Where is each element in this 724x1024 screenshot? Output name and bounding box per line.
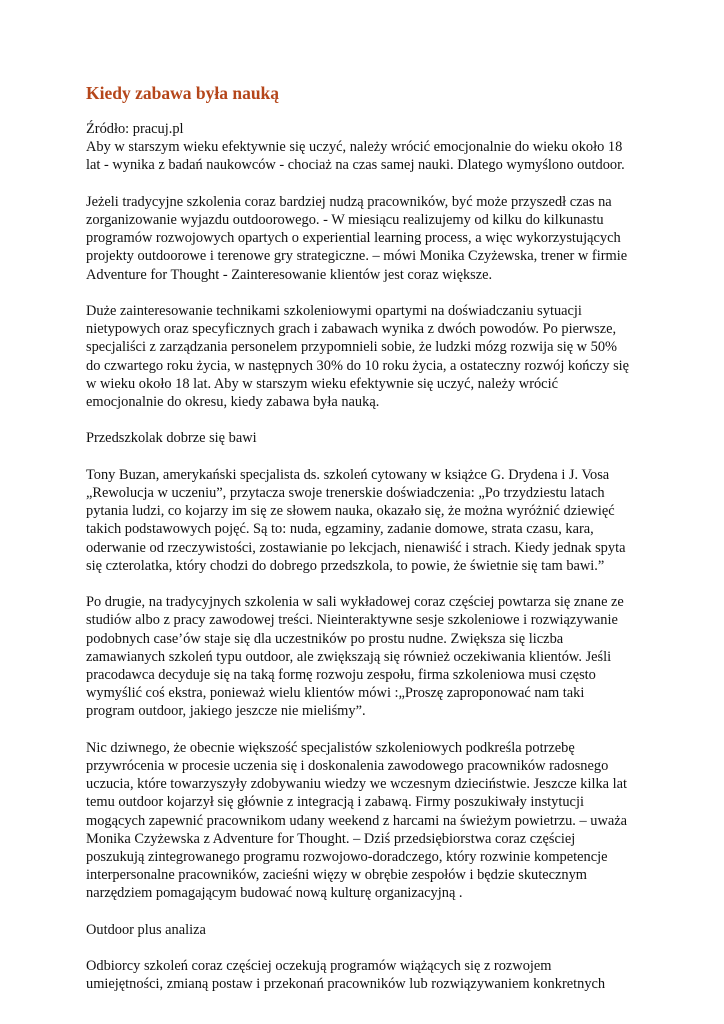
text-line: nietypowych oraz specyficznych grach i zabawach wynika z dwóch powodów. Po pierwsze,	[86, 321, 617, 338]
text-line: Źródło: pracuj.pl	[86, 121, 184, 137]
text-line: Adventure for Thought - Zainteresowanie klientów jest coraz większe.	[86, 266, 493, 283]
text-line: poszukują zintegrowanego programu rozwojowo-doradczego, który rozwinie kompetencje	[86, 849, 608, 866]
text-line: Po drugie, na tradycyjnych szkolenia w sali wykładowej coraz częściej powtarza się znane ze	[86, 594, 624, 611]
text-line: podobnych case’ów staje się dla uczestników po prostu nudne. Zwiększa się liczba	[86, 630, 564, 647]
text-line: uczucia, które towarzyszyły zdobywaniu wiedzy we wczesnym dzieciństwie. Jeszcze kilka lat	[86, 776, 628, 793]
paragraph	[86, 739, 654, 903]
text-line: do czwartego roku życia, w następnych 30% do 10 roku życia, a ostateczny rozwój kończy się	[86, 357, 630, 374]
paragraph	[86, 466, 654, 575]
text-line: interpersonalne pracowników, zacieśni więzy w obrębie zespołów i będzie skutecznym	[86, 867, 587, 884]
text-line: przywrócenia w procesie uczenia się i doskonalenia zawodowego pracowników radosnego	[86, 758, 609, 775]
text-line: takich podstawowych pojęć. Są to: nuda, egzaminy, zadanie domowe, strata czasu, kara,	[86, 521, 594, 538]
text-line: zorganizowanie wyjazdu outdoorowego. - W miesiącu realizujemy od kilku do kilkunastu	[86, 212, 604, 228]
text-line: umiejętności, zmianą postaw i przekonań pracowników lub rozwiązywaniem konkretnych	[86, 976, 606, 993]
text-line: mogących zapewnić pracownikom udany weekend z harcami na świeżym powietrzu. – uważa	[86, 812, 628, 829]
paragraph	[86, 193, 654, 284]
text-line: programów rozwojowych opartych o experiential learning process, a więc wykorzystujących	[86, 230, 621, 247]
text-line: Duże zainteresowanie technikami szkoleniowymi opartymi na doświadczaniu sytuacji	[86, 303, 582, 319]
text-line: lat - wynika z badań naukowców - chociaż na czas samej nauki. Dlatego wymyślono outdoor.	[86, 157, 625, 174]
text-line: pracodawca decyduje się na taką formę rozwoju zespołu, firma szkoleniowa musi często	[86, 667, 596, 684]
text-line: Przedszkolak dobrze się bawi	[86, 430, 257, 447]
text-line: temu outdoor kojarzył się głównie z integracją i zabawą. Firmy poszukiwały instytucji	[86, 794, 584, 811]
article-title: Kiedy zabawa była nauką	[86, 83, 280, 103]
section-heading	[86, 429, 654, 447]
text-line: pytania ludzi, co kojarzy im się ze słowem nauka, okazało się, że można wyróżnić dziewięć	[86, 503, 615, 520]
text-line: Monika Czyżewska z Adventure for Thought. – Dziś przedsiębiorstwa coraz częściej	[86, 830, 576, 847]
text-line: specjaliści z zarządzania personelem przypomnieli sobie, że ludzki mózg rozwija się w 50%	[86, 339, 618, 356]
text-line: oderwanie od rzeczywistości, zostawianie po lekcjach, nienawiść i strach. Kiedy jednak spyta	[86, 539, 626, 556]
document-page	[86, 82, 654, 1012]
paragraph	[86, 302, 654, 411]
text-line: w wieku około 18 lat. Aby w starszym wieku efektywnie się uczyć, należy wrócić	[86, 375, 558, 392]
text-line: Outdoor plus analiza	[86, 921, 206, 938]
text-line: emocjonalnie do okresu, kiedy zabawa była nauką.	[86, 394, 380, 411]
text-line: zamawianych szkoleń typu outdoor, ale zwiększają się również oczekiwania klientów. Jeśli	[86, 648, 612, 665]
text-line: się czterolatka, który chodzi do dobrego przedszkola, to powie, że świetnie się tam bawi.”	[86, 557, 605, 574]
text-line: narzędziem pomagającym budować nową kulturę organizacyjną .	[86, 885, 463, 902]
text-line: Aby w starszym wieku efektywnie się uczyć, należy wrócić emocjonalnie do wieku około 18	[86, 139, 623, 156]
paragraph	[86, 593, 654, 720]
text-line: studiów albo z pracy zawodowej treści. Nieinteraktywne sesje szkoleniowe i rozwiązywanie	[86, 612, 618, 629]
text-line: wymyślić coś ekstra, ponieważ wielu klientów mówi :„Proszę zaproponować nam taki	[86, 685, 585, 702]
text-line: Nic dziwnego, że obecnie większość specjalistów szkoleniowych podkreśla potrzebę	[86, 739, 575, 756]
text-line: Jeżeli tradycyjne szkolenia coraz bardziej nudzą pracowników, być może przyszedł czas na	[86, 193, 612, 210]
paragraph	[86, 957, 654, 993]
text-line: program outdoor, jakiego jeszcze nie mieliśmy”.	[86, 703, 366, 720]
text-line: Odbiorcy szkoleń coraz częściej oczekują programów wiążących się z rozwojem	[86, 958, 552, 975]
text-line: Tony Buzan, amerykański specjalista ds. szkoleń cytowany w książce G. Drydena i J. Vosa	[86, 466, 610, 483]
text-line: „Rewolucja w uczeniu”, przytacza swoje trenerskie doświadczenia: „Po trzydziestu latach	[86, 485, 605, 501]
text-line: projekty outdoorowe i terenowe gry strategiczne. – mówi Monika Czyżewska, trener w firmie	[86, 248, 628, 265]
article-body	[86, 120, 654, 994]
section-heading	[86, 921, 654, 939]
source-and-intro-paragraph	[86, 120, 654, 175]
